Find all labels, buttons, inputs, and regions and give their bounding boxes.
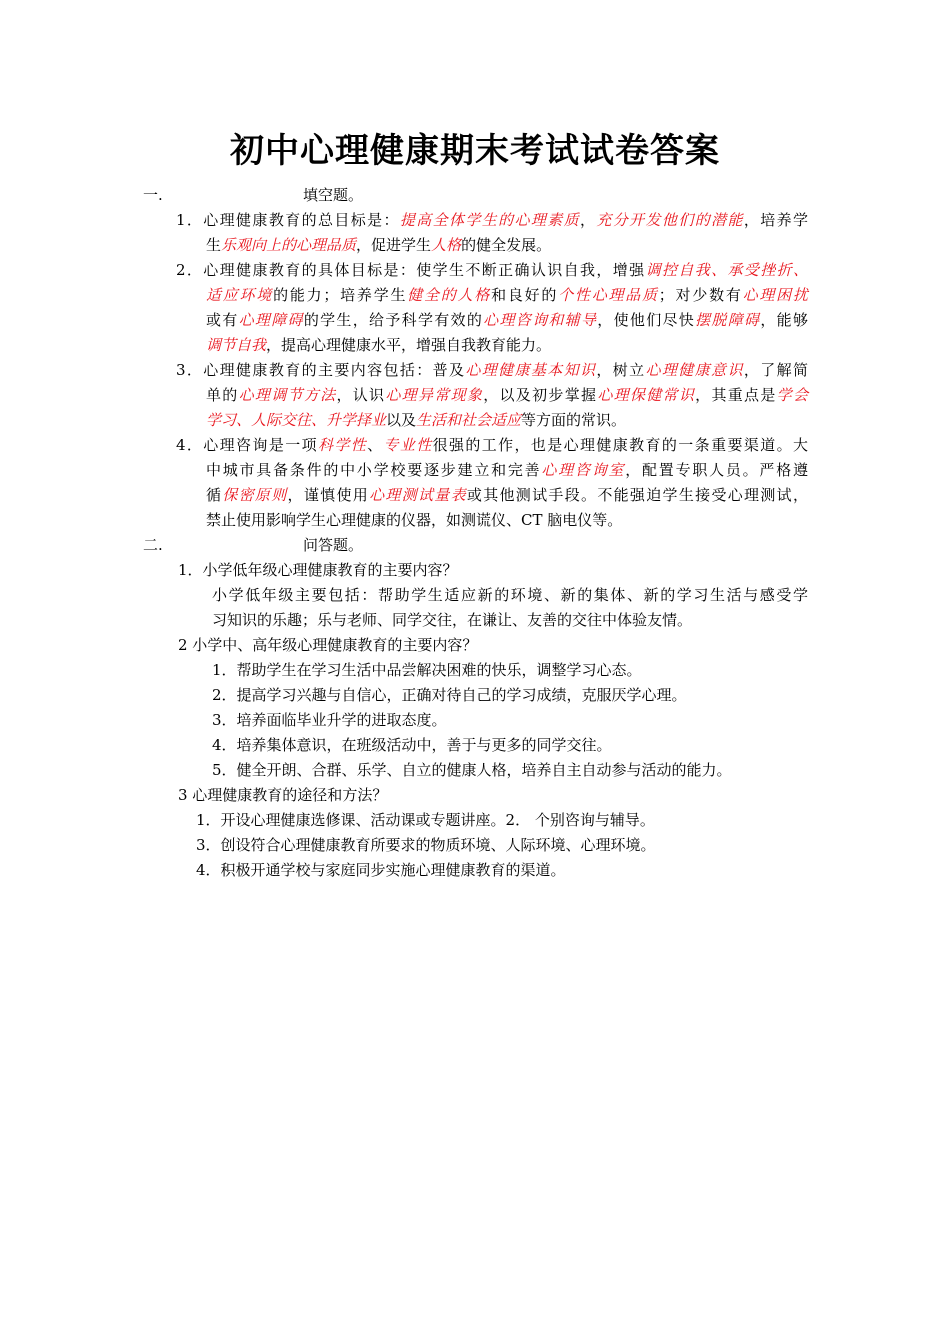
question-text: 、	[367, 436, 384, 454]
question-text: ，其重点是	[695, 386, 777, 404]
q3-line	[206, 383, 808, 408]
question-text: 4．心理咨询是一项	[176, 436, 318, 454]
answer-blank-text: 人格	[431, 236, 462, 254]
question-text: 等方面的常识。	[521, 411, 627, 429]
answer-blank-text: 心理障碍	[238, 311, 304, 329]
answer-blank-text: 科学性	[317, 436, 368, 454]
question-text: 循	[206, 486, 223, 504]
answer-blank-text: 学会	[776, 386, 808, 404]
answer-blank-text: 乐观向上的心理品质	[221, 236, 357, 254]
answer-2-item: 1．帮助学生在学习生活中品尝解决困难的快乐，调整学习心态。	[212, 661, 642, 679]
q2-line	[176, 258, 808, 283]
answer-2-question: 2 小学中、高年级心理健康教育的主要内容？	[178, 636, 478, 654]
q1-line	[176, 208, 808, 233]
answer-3-item: 1．开设心理健康选修课、活动课或专题讲座。2． 个别咨询与辅导。	[196, 811, 655, 829]
answer-blank-text: 心理异常现象	[385, 386, 484, 404]
q4-line	[206, 483, 808, 508]
answer-2-item: 5．健全开朗、合群、乐学、自立的健康人格，培养自主自动参与活动的能力。	[212, 761, 732, 779]
answer-2-item: 2．提高学习兴趣与自信心，正确对待自己的学习成绩，克服厌学心理。	[212, 686, 687, 704]
answer-1-line: 小学低年级主要包括：帮助学生适应新的环境、新的集体、新的学习生活与感受学	[212, 586, 808, 604]
answer-blank-text: 提高全体学生的心理素质	[399, 211, 581, 229]
question-text: ，了解简	[743, 361, 808, 379]
q4-line	[206, 508, 622, 533]
answer-blank-text: 保密原则	[222, 486, 288, 504]
answer-2-item: 3．培养面临毕业升学的进取态度。	[212, 711, 447, 729]
answer-blank-text: 心理健康基本知识	[465, 361, 597, 379]
question-text: ，树立	[596, 361, 646, 379]
section-1-heading: 填空题。	[303, 186, 364, 204]
question-text: ，	[580, 211, 597, 229]
answer-blank-text: 心理健康意识	[645, 361, 744, 379]
page-title: 初中心理健康期末考试试卷答案	[230, 131, 720, 171]
question-text: 3．心理健康教育的主要内容包括：普及	[176, 361, 466, 379]
question-text: ，使他们尽快	[597, 311, 696, 329]
question-text: 的健全发展。	[461, 236, 552, 254]
question-text: 单的	[206, 386, 239, 404]
question-text: 1．心理健康教育的总目标是：	[176, 211, 400, 229]
answer-blank-text: 心理调节方法	[238, 386, 337, 404]
answer-blank-text: 心理咨询和辅导	[483, 311, 598, 329]
section-2-number: 二.	[143, 536, 163, 554]
answer-blank-text: 充分开发他们的潜能	[596, 211, 744, 229]
answer-blank-text: 学习、人际交往、升学择业	[206, 411, 387, 429]
question-text: ，能够	[760, 311, 808, 329]
answer-1-question: 1．小学低年级心理健康教育的主要内容？	[178, 561, 458, 579]
question-text: ，认识	[336, 386, 386, 404]
q3-line	[176, 358, 808, 383]
answer-1-line: 习知识的乐趣；乐与老师、同学交往，在谦让、友善的交往中体验友情。	[212, 611, 693, 629]
q2-line	[206, 308, 808, 333]
q4-line	[176, 433, 808, 458]
question-text: ，提高心理健康水平，增强自我教育能力。	[266, 336, 552, 354]
answer-blank-text: 专业性	[383, 436, 433, 454]
question-text: ，培养学	[743, 211, 808, 229]
answer-blank-text: 摆脱障碍	[695, 311, 761, 329]
question-text: 中城市具备条件的中小学校要逐步建立和完善	[206, 461, 542, 479]
question-text: ；对少数有	[658, 286, 743, 304]
question-text: ，配置专职人员。严格遵	[625, 461, 808, 479]
question-text: 禁止使用影响学生心理健康的仪器，如测谎仪、CT 脑电仪等。	[206, 511, 623, 529]
section-2-heading: 问答题。	[303, 536, 364, 554]
answer-blank-text: 心理测试量表	[369, 486, 467, 504]
question-text: 或其他测试手段。不能强迫学生接受心理测试，	[466, 486, 808, 504]
q1-line	[206, 233, 551, 258]
answer-blank-text: 心理保健常识	[597, 386, 696, 404]
answer-blank-text: 心理困扰	[742, 286, 808, 304]
answer-3-item: 4．积极开通学校与家庭同步实施心理健康教育的渠道。	[196, 861, 566, 879]
question-text: 2．心理健康教育的具体目标是：使学生不断正确认识自我，增强	[176, 261, 646, 279]
answer-blank-text: 调节自我	[206, 336, 267, 354]
q2-line	[206, 333, 551, 358]
answer-blank-text: 适应环境	[206, 286, 274, 304]
section-1-number: 一.	[143, 186, 163, 204]
answer-blank-text: 个性心理品质	[558, 286, 659, 304]
question-text: 或有	[206, 311, 239, 329]
question-text: ，促进学生	[356, 236, 432, 254]
answer-blank-text: 健全的人格	[407, 286, 492, 304]
answer-blank-text: 调控自我、承受挫折、	[645, 261, 808, 279]
question-text: 和良好的	[491, 286, 559, 304]
answer-3-item: 3．创设符合心理健康教育所要求的物质环境、人际环境、心理环境。	[196, 836, 656, 854]
question-text: 以及	[386, 411, 417, 429]
question-text: 的学生，给予科学有效的	[303, 311, 484, 329]
question-text: ，谨慎使用	[287, 486, 370, 504]
question-text: 很强的工作，也是心理健康教育的一条重要渠道。大	[432, 436, 808, 454]
q4-line	[206, 458, 808, 483]
question-text: 的能力；培养学生	[273, 286, 408, 304]
question-text: ，以及初步掌握	[483, 386, 598, 404]
answer-2-item: 4．培养集体意识，在班级活动中，善于与更多的同学交往。	[212, 736, 612, 754]
q3-line	[206, 408, 626, 433]
question-text: 生	[206, 236, 222, 254]
answer-blank-text: 心理咨询室	[541, 461, 626, 479]
answer-blank-text: 生活和社会适应	[416, 411, 522, 429]
q2-line	[206, 283, 808, 308]
answer-3-question: 3 心理健康教育的途径和方法？	[178, 786, 388, 804]
